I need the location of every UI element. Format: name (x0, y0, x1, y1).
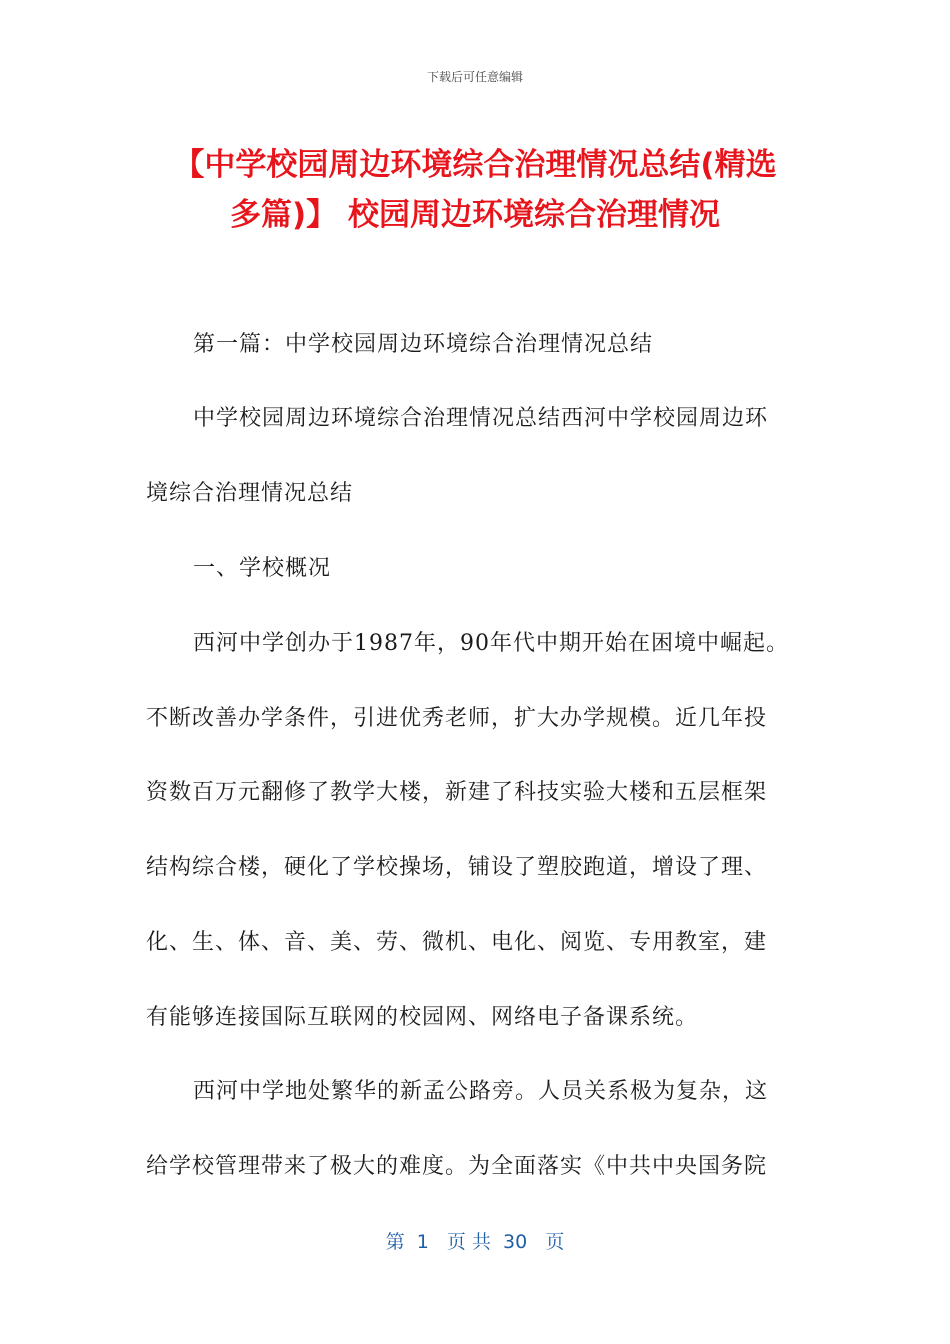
paragraph-line: 不断改善办学条件，引进优秀老师，扩大办学规模。近几年投 (146, 706, 768, 731)
document-title (140, 140, 810, 240)
paragraph-line: 化、生、体、音、美、劳、微机、电化、阅览、专用教室，建 (146, 930, 768, 955)
paragraph-line: 中学校园周边环境综合治理情况总结西河中学校园周边环 (193, 406, 769, 431)
section-heading-school-overview: 一、学校概况 (193, 556, 332, 581)
paragraph-line: 给学校管理带来了极大的难度。为全面落实《中共中央国务院 (146, 1154, 768, 1179)
paragraph-line: 有能够连接国际互联网的校园网、网络电子备课系统。 (146, 1005, 699, 1030)
document-title-line-2: 多篇)】 校园周边环境综合治理情况 (230, 197, 720, 233)
paragraph-line: 西河中学创办于1987年，90年代中期开始在困境中崛起。 (193, 631, 789, 656)
paragraph-line: 西河中学地处繁华的新孟公路旁。人员关系极为复杂，这 (193, 1079, 769, 1104)
paragraph-line: 结构综合楼，硬化了学校操场，铺设了塑胶跑道，增设了理、 (146, 855, 768, 880)
page-header-note: 下载后可任意编辑 (426, 70, 523, 84)
document-title-line-1: 【中学校园周边环境综合治理情况总结(精选 (173, 147, 777, 183)
paragraph-line: 境综合治理情况总结 (146, 481, 354, 506)
page-number-footer: 第 1 页 共 30 页 (385, 1231, 565, 1253)
paragraph-line: 资数百万元翻修了教学大楼，新建了科技实验大楼和五层框架 (146, 780, 768, 805)
section-heading-part-one: 第一篇：中学校园周边环境综合治理情况总结 (193, 332, 654, 357)
